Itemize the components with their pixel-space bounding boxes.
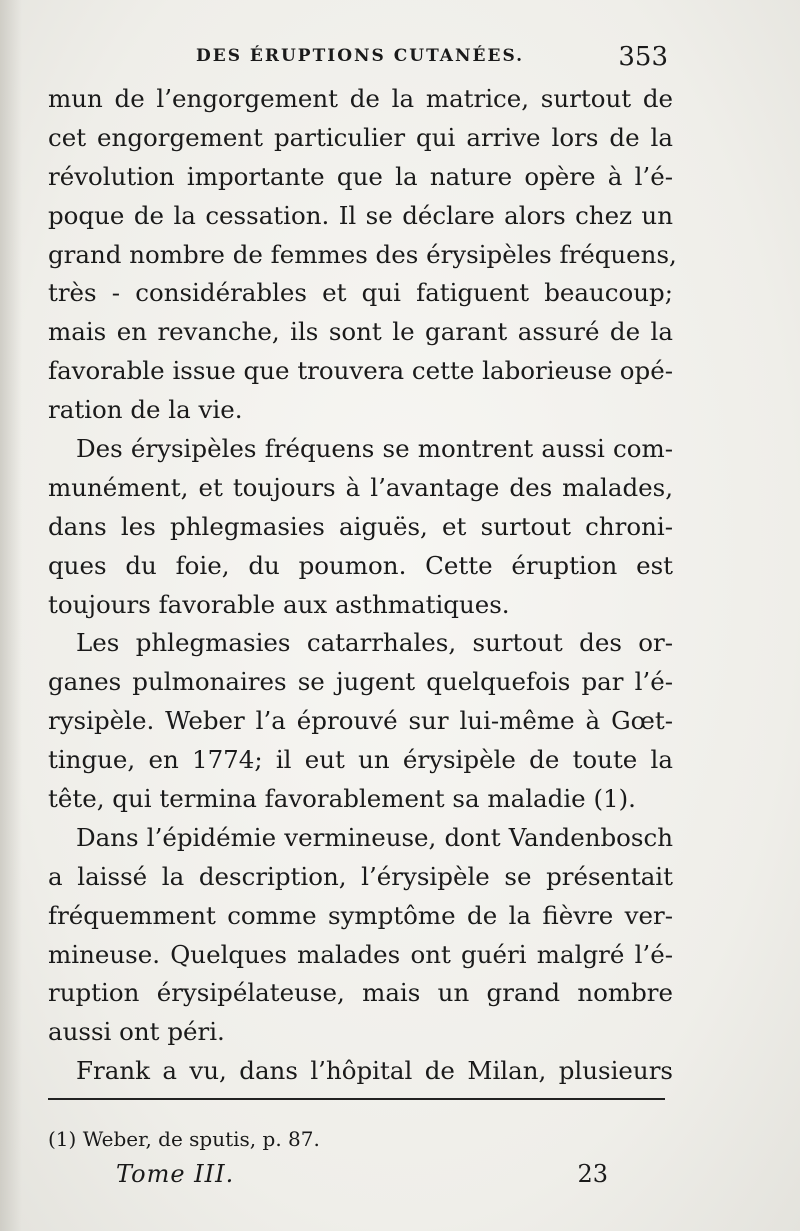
text-line: ration de la vie. <box>48 395 243 425</box>
text-line: grand nombre de femmes des érysipèles fréquens, <box>48 239 677 269</box>
text-line: ruption érysipélateuse, mais un grand nombre <box>48 978 673 1008</box>
text-line: favorable issue que trouvera cette laborieuse opé- <box>48 356 673 386</box>
text-line: toujours favorable aux asthmatiques. <box>48 589 510 619</box>
text-line: rysipèle. Weber l’a éprouvé sur lui-même à Gœt- <box>48 706 673 736</box>
footnote: (1) Weber, de sputis, p. 87. <box>48 1127 320 1151</box>
text-line: ques du foie, du poumon. Cette éruption est <box>48 550 673 580</box>
paragraph-start-line: Frank a vu, dans l’hôpital de Milan, plusieurs <box>76 1056 673 1086</box>
text-line: révolution importante que la nature opère à l’é- <box>48 161 673 191</box>
text-line: dans les phlegmasies aiguës, et surtout chroni- <box>48 511 673 541</box>
text-line: aussi ont péri. <box>48 1017 225 1047</box>
tome-label: Tome III. <box>116 1160 235 1188</box>
text-line: munément, et toujours à l’avantage des malades, <box>48 472 673 502</box>
running-head <box>48 42 668 82</box>
text-line: fréquemment comme symptôme de la fièvre ver- <box>48 900 673 930</box>
text-line: mineuse. Quelques malades ont guéri malgré l’é- <box>48 939 673 969</box>
paragraph-start-line: Dans l’épidémie vermineuse, dont Vandenbosch <box>76 822 673 852</box>
text-line: tingue, en 1774; il eut un érysipèle de toute la <box>48 745 673 775</box>
page-number: 353 <box>618 42 668 72</box>
text-line: ganes pulmonaires se jugent quelquefois par l’é- <box>48 667 673 697</box>
signature-mark: 23 <box>577 1160 608 1188</box>
footnote-rule <box>48 1098 665 1100</box>
text-line: cet engorgement particulier qui arrive lors de la <box>48 122 673 152</box>
text-line: mais en revanche, ils sont le garant assuré de la <box>48 317 673 347</box>
page-edge-shadow <box>0 0 22 1231</box>
running-title: DES ÉRUPTIONS CUTANÉES. <box>196 46 525 66</box>
signature-row <box>48 1160 608 1200</box>
text-line: a laissé la description, l’érysipèle se présentait <box>48 861 673 891</box>
body-text <box>48 80 677 1091</box>
text-line: mun de l’engorgement de la matrice, surtout de <box>48 84 673 113</box>
paragraph-start-line: Les phlegmasies catarrhales, surtout des or- <box>76 628 673 658</box>
text-line: poque de la cessation. Il se déclare alors chez un <box>48 200 673 230</box>
paragraph-start-line: Des érysipèles fréquens se montrent aussi com- <box>76 434 673 464</box>
text-line: très - considérables et qui fatiguent beaucoup; <box>48 278 673 308</box>
text-line: tête, qui termina favorablement sa maladie (1). <box>48 784 636 814</box>
